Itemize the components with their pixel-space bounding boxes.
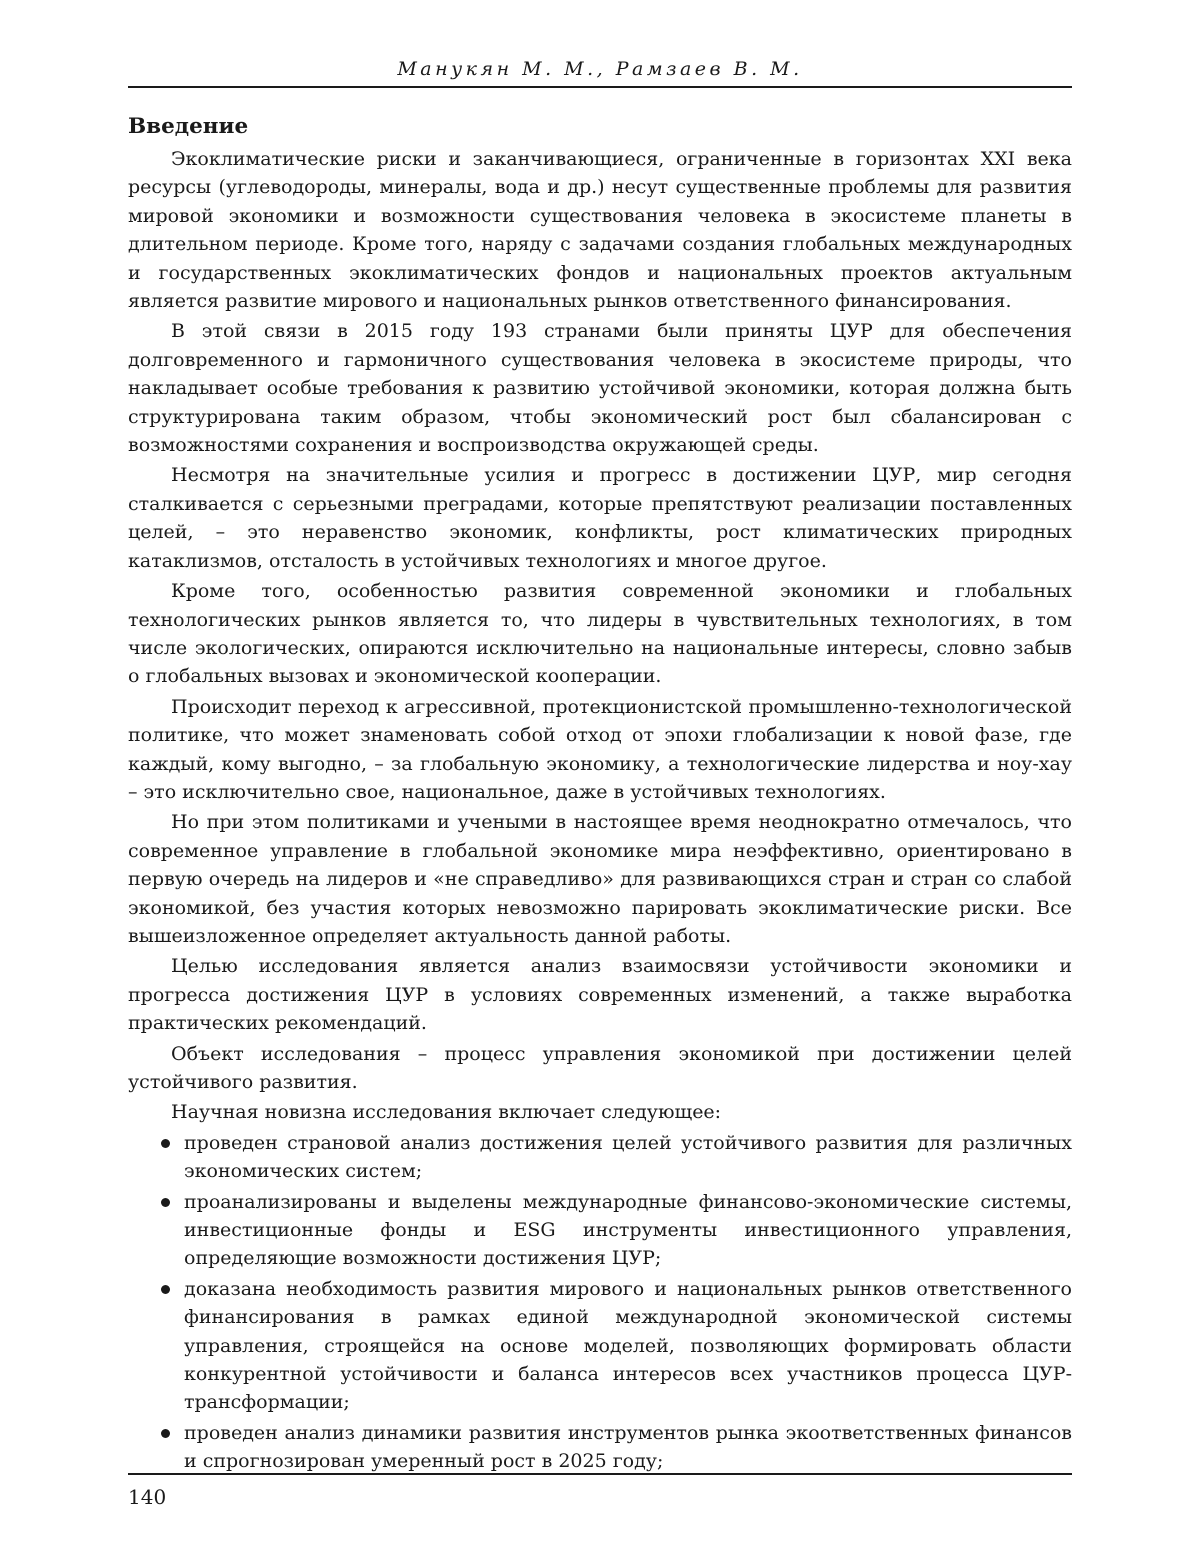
main-content [128,112,1072,1478]
section-title: Введение [128,114,249,139]
list-item-text: доказана необходимость развития мирового и национальных рынков ответственного финансирования в рамках единой международной экономической системы управления, строящейся на основе моделей, позволяющих формировать области конкурентной устойчивости и баланса интересов всех участников процесса ЦУР-трансформации; [184,1277,1072,1414]
bullet-icon [161,1285,170,1294]
list-item [128,1129,1072,1186]
bullet-icon [161,1139,170,1148]
list-item [128,1275,1072,1417]
paragraph: Объект исследования – процесс управления экономикой при достижении целей устойчивого развития. [128,1042,1072,1093]
bullet-icon [161,1429,170,1438]
footer-rule [128,1473,1072,1475]
running-head: Манукян М. М., Рамзаев В. М. [397,58,803,80]
list-item [128,1188,1072,1273]
paragraph: Происходит переход к агрессивной, протекционистской промышленно-технологической политике, что может знаменовать собой отход от эпохи глобализации к новой фазе, где каждый, кому выгодно, – за глобальную экономику, а технологические лидерства и ноу-хау – это исключительно свое, национальное, даже в устойчивых технологиях. [128,695,1072,803]
list-item-text: проведен анализ динамики развития инструментов рынка экоответственных финансов и спрогнозирован умеренный рост в 2025 году; [184,1421,1072,1473]
paragraph: Несмотря на значительные усилия и прогресс в достижении ЦУР, мир сегодня сталкивается с серьезными преградами, которые препятствуют реализации поставленных целей, – это неравенство экономик, конфликты, рост климатических природных катаклизмов, отсталость в устойчивых технологиях и многое другое. [128,464,1072,572]
header-rule [128,86,1072,88]
paragraph: В этой связи в 2015 году 193 странами были приняты ЦУР для обеспечения долговременного и гармоничного существования человека в экосистеме природы, что накладывает особые требования к развитию устойчивой экономики, которая должна быть структурирована таким образом, чтобы экономический рост был сбалансирован с возможностями сохранения и воспроизводства окружающей среды. [128,320,1072,457]
paragraph: Кроме того, особенностью развития современной экономики и глобальных технологических рынков является то, что лидеры в чувствительных технологиях, в том числе экологических, опираются исключительно на национальные интересы, словно забыв о глобальных вызовах и экономической кооперации. [128,580,1072,688]
paragraph: Научная новизна исследования включает следующее: [171,1101,722,1124]
page-number: 140 [128,1485,167,1509]
novelty-list [128,1129,1072,1476]
bullet-icon [161,1198,170,1207]
paragraph: Целью исследования является анализ взаимосвязи устойчивости экономики и прогресса достижения ЦУР в условиях современных изменений, а также выработка практических рекомендаций. [128,955,1072,1035]
list-item-text: проведен страновой анализ достижения целей устойчивого развития для различных экономических систем; [184,1131,1072,1183]
list-item [128,1419,1072,1476]
paragraph: Экоклиматические риски и заканчивающиеся, ограниченные в горизонтах XXI века ресурсы (углеводороды, минералы, вода и др.) несут существенные проблемы для развития мировой экономики и возможности существования человека в экосистеме планеты в длительном периоде. Кроме того, наряду с задачами создания глобальных международных и государственных экоклиматических фондов и национальных проектов актуальным является развитие мирового и национальных рынков ответственного финансирования. [128,148,1072,313]
list-item-text: проанализированы и выделены международные финансово-экономические системы, инвестиционные фонды и ESG инструменты инвестиционного управления, определяющие возможности достижения ЦУР; [184,1190,1072,1270]
paragraph: Но при этом политиками и учеными в настоящее время неоднократно отмечалось, что современное управление в глобальной экономике мира неэффективно, ориентировано в первую очередь на лидеров и «не справедливо» для развивающихся стран и стран со слабой экономикой, без участия которых невозможно парировать экоклиматические риски. Все вышеизложенное определяет актуальность данной работы. [128,811,1072,947]
